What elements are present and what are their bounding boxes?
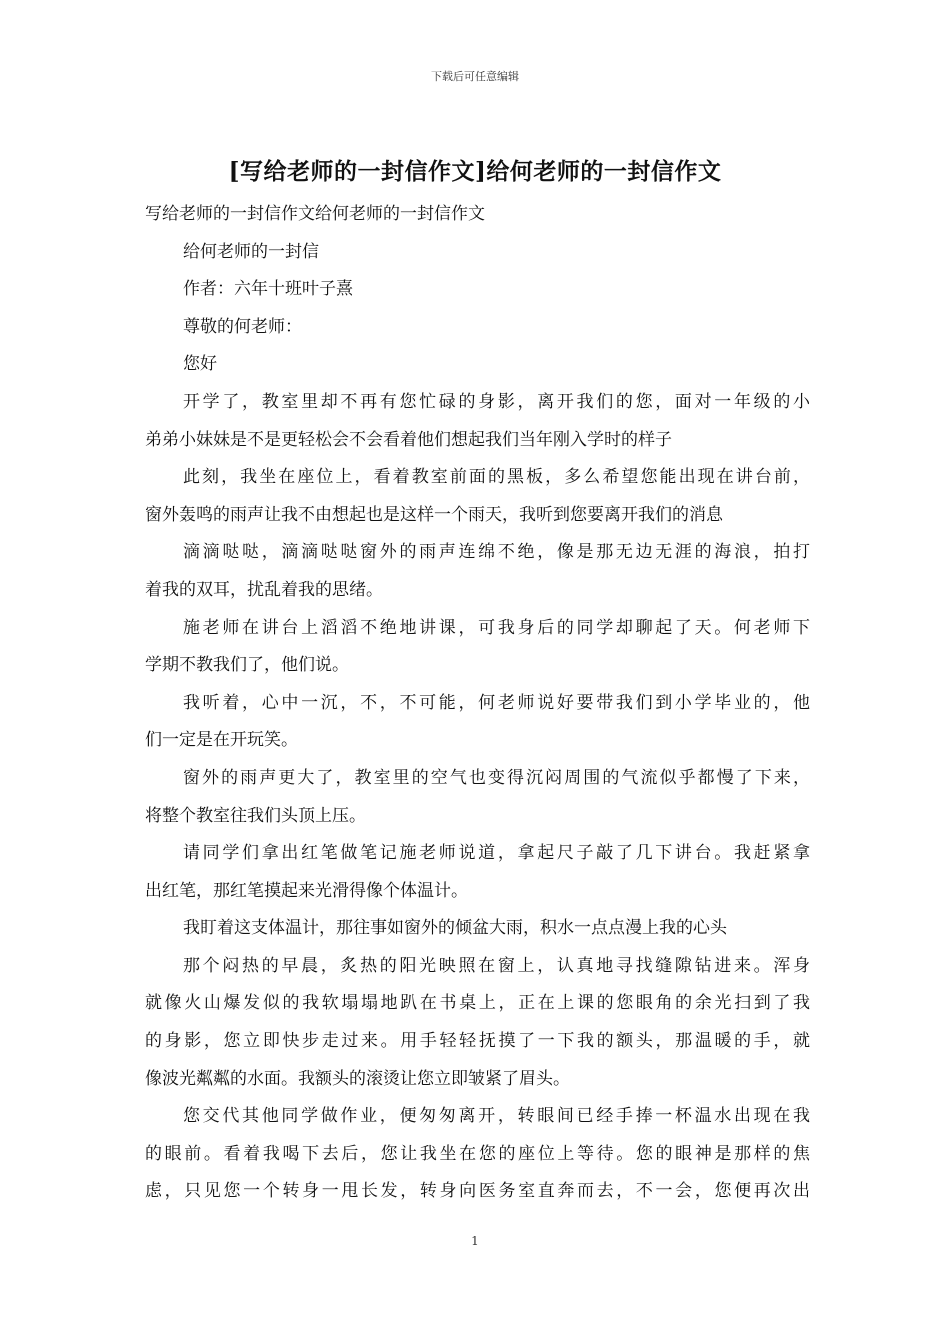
paragraph-line: 施老师在讲台上滔滔不绝地讲课，可我身后的同学却聊起了天。何老师下 xyxy=(183,617,810,638)
paragraph-line: 虑，只见您一个转身一甩长发，转身向医务室直奔而去，不一会，您便再次出 xyxy=(145,1181,810,1202)
page-header: 下载后可任意编辑 xyxy=(431,70,519,83)
paragraph-line: 弟弟小妹妹是不是更轻松会不会看着他们想起我们当年刚入学时的样子 xyxy=(145,429,672,450)
paragraph-line: 开学了，教室里却不再有您忙碌的身影，离开我们的您，面对一年级的小 xyxy=(183,391,810,412)
paragraph-line: 着我的双耳，扰乱着我的思绪。 xyxy=(145,579,383,600)
paragraph-line: 的眼前。看着我喝下去后，您让我坐在您的座位上等待。您的眼神是那样的焦 xyxy=(145,1143,810,1164)
letter-heading: 给何老师的一封信 xyxy=(183,241,319,262)
paragraph-line: 您交代其他同学做作业，便匆匆离开，转眼间已经手捧一杯温水出现在我 xyxy=(183,1106,810,1127)
page-number: 1 xyxy=(471,1234,479,1248)
paragraph-line: 我盯着这支体温计，那往事如窗外的倾盆大雨，积水一点点漫上我的心头 xyxy=(183,918,727,939)
salutation: 尊敬的何老师： xyxy=(183,316,302,337)
author-line: 作者：六年十班叶子熹 xyxy=(183,279,353,300)
paragraph-line: 将整个教室往我们头顶上压。 xyxy=(145,805,366,826)
paragraph-line: 我听着，心中一沉，不，不可能，何老师说好要带我们到小学毕业的，他 xyxy=(183,692,810,713)
paragraph-line: 此刻，我坐在座位上，看着教室前面的黑板，多么希望您能出现在讲台前， xyxy=(183,467,810,488)
paragraph-line: 像波光粼粼的水面。我额头的滚烫让您立即皱紧了眉头。 xyxy=(145,1068,570,1089)
paragraph-line: 学期不教我们了，他们说。 xyxy=(145,655,349,676)
paragraph-line: 那个闷热的早晨，炙热的阳光映照在窗上，认真地寻找缝隙钻进来。浑身 xyxy=(183,955,810,976)
paragraph-line: 窗外轰鸣的雨声让我不由想起也是这样一个雨天，我听到您要离开我们的消息 xyxy=(145,504,723,525)
greeting: 您好 xyxy=(183,354,217,375)
paragraph-line: 出红笔，那红笔摸起来光滑得像个体温计。 xyxy=(145,880,468,901)
paragraph-line: 窗外的雨声更大了，教室里的空气也变得沉闷周围的气流似乎都慢了下来， xyxy=(183,767,810,788)
paragraph-line: 的身影，您立即快步走过来。用手轻轻抚摸了一下我的额头，那温暖的手，就 xyxy=(145,1031,810,1052)
paragraph-line: 请同学们拿出红笔做笔记施老师说道，拿起尺子敲了几下讲台。我赶紧拿 xyxy=(183,843,810,864)
paragraph-line: 们一定是在开玩笑。 xyxy=(145,730,298,751)
document-body xyxy=(145,196,810,1211)
document-title: [写给老师的一封信作文]给何老师的一封信作文 xyxy=(228,158,722,185)
subtitle-line: 写给老师的一封信作文给何老师的一封信作文 xyxy=(145,204,485,224)
paragraph-line: 滴滴哒哒，滴滴哒哒窗外的雨声连绵不绝，像是那无边无涯的海浪，拍打 xyxy=(183,542,810,563)
paragraph-line: 就像火山爆发似的我软塌塌地趴在书桌上，正在上课的您眼角的余光扫到了我 xyxy=(145,993,810,1014)
